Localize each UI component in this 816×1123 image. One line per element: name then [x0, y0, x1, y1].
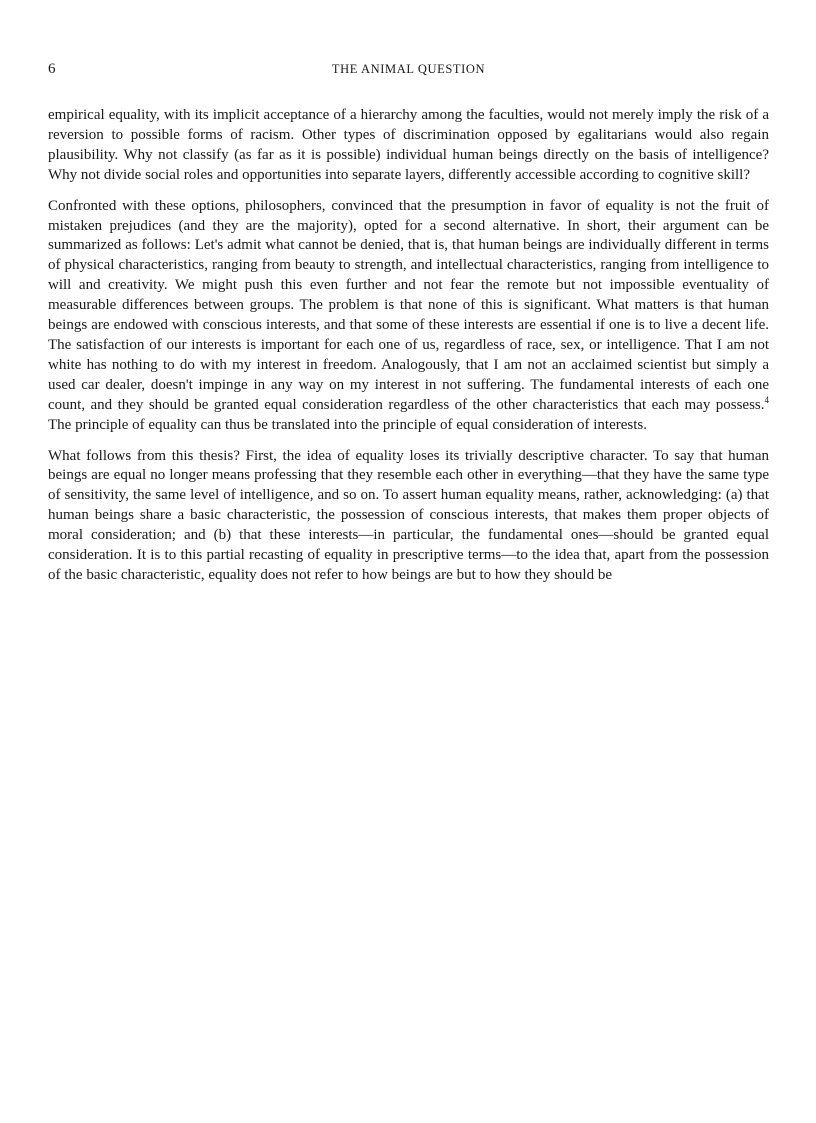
paragraph-3-text: What follows from this thesis? First, the idea of equality loses its trivially descriptive character. To say that human beings are equal no longer means professing that they resemble each other in everything—that they have the same type of sensitivity, the same level of intelligence, and so on. To assert human equality means, rather, acknowledging: (a) that human beings share a basic characteristic, the possession of conscious interests, that makes them proper objects of moral consideration; and (b) that these interests—in particular, the fundamental ones—should be granted equal consideration. It is to this partial recasting of equality in prescriptive terms—to the idea that, apart from the possession of the basic characteristic, equality does not refer to how beings are but to how they should be	[48, 447, 769, 583]
page-number: 6	[48, 61, 56, 77]
paragraph-3	[48, 447, 769, 586]
paragraph-1-text: empirical equality, with its implicit acceptance of a hierarchy among the faculties, would not merely imply the risk of a reversion to possible forms of racism. Other types of discrimination opposed by egalitarians would also regain plausibility. Why not classify (as far as it is possible) individual human beings directly on the basis of intelligence? Why not divide social roles and opportunities into separate layers, differently accessible according to cognitive skill?	[48, 107, 769, 183]
paragraph-2-text-continued: The principle of equality can thus be translated into the principle of equal consideration of interests.	[48, 416, 647, 433]
body-text	[48, 106, 769, 597]
footnote-reference[interactable]: 4	[764, 394, 769, 405]
running-header	[48, 59, 769, 79]
paragraph-2	[48, 197, 769, 436]
paragraph-1	[48, 106, 769, 186]
paragraph-2-text: Confronted with these options, philosophers, convinced that the presumption in favor of equality is not the fruit of mistaken prejudices (and they are the majority), opted for a second alternative. In short, their argument can be summarized as follows: Let's admit what cannot be denied, that is, that human beings are individually different in terms of physical characteristics, ranging from beauty to strength, and intellectual characteristics, ranging from intelligence to will and creativity. We might push this even further and not fear the remote but not impossible eventuality of measurable differences between groups. The problem is that none of this is significant. What matters is that human beings are endowed with conscious interests, and that some of these interests are essential if one is to live a decent life. The satisfaction of our interests is important for each one of us, regardless of race, sex, or intelligence. That I am not white has nothing to do with my interest in freedom. Analogously, that I am not an acclaimed scientist but simply a used car dealer, doesn't impinge in any way on my interest in not suffering. The fundamental interests of each one count, and they should be granted equal consideration regardless of the other characteristics that each may possess.	[48, 197, 769, 413]
running-title: THE ANIMAL QUESTION	[331, 62, 486, 76]
